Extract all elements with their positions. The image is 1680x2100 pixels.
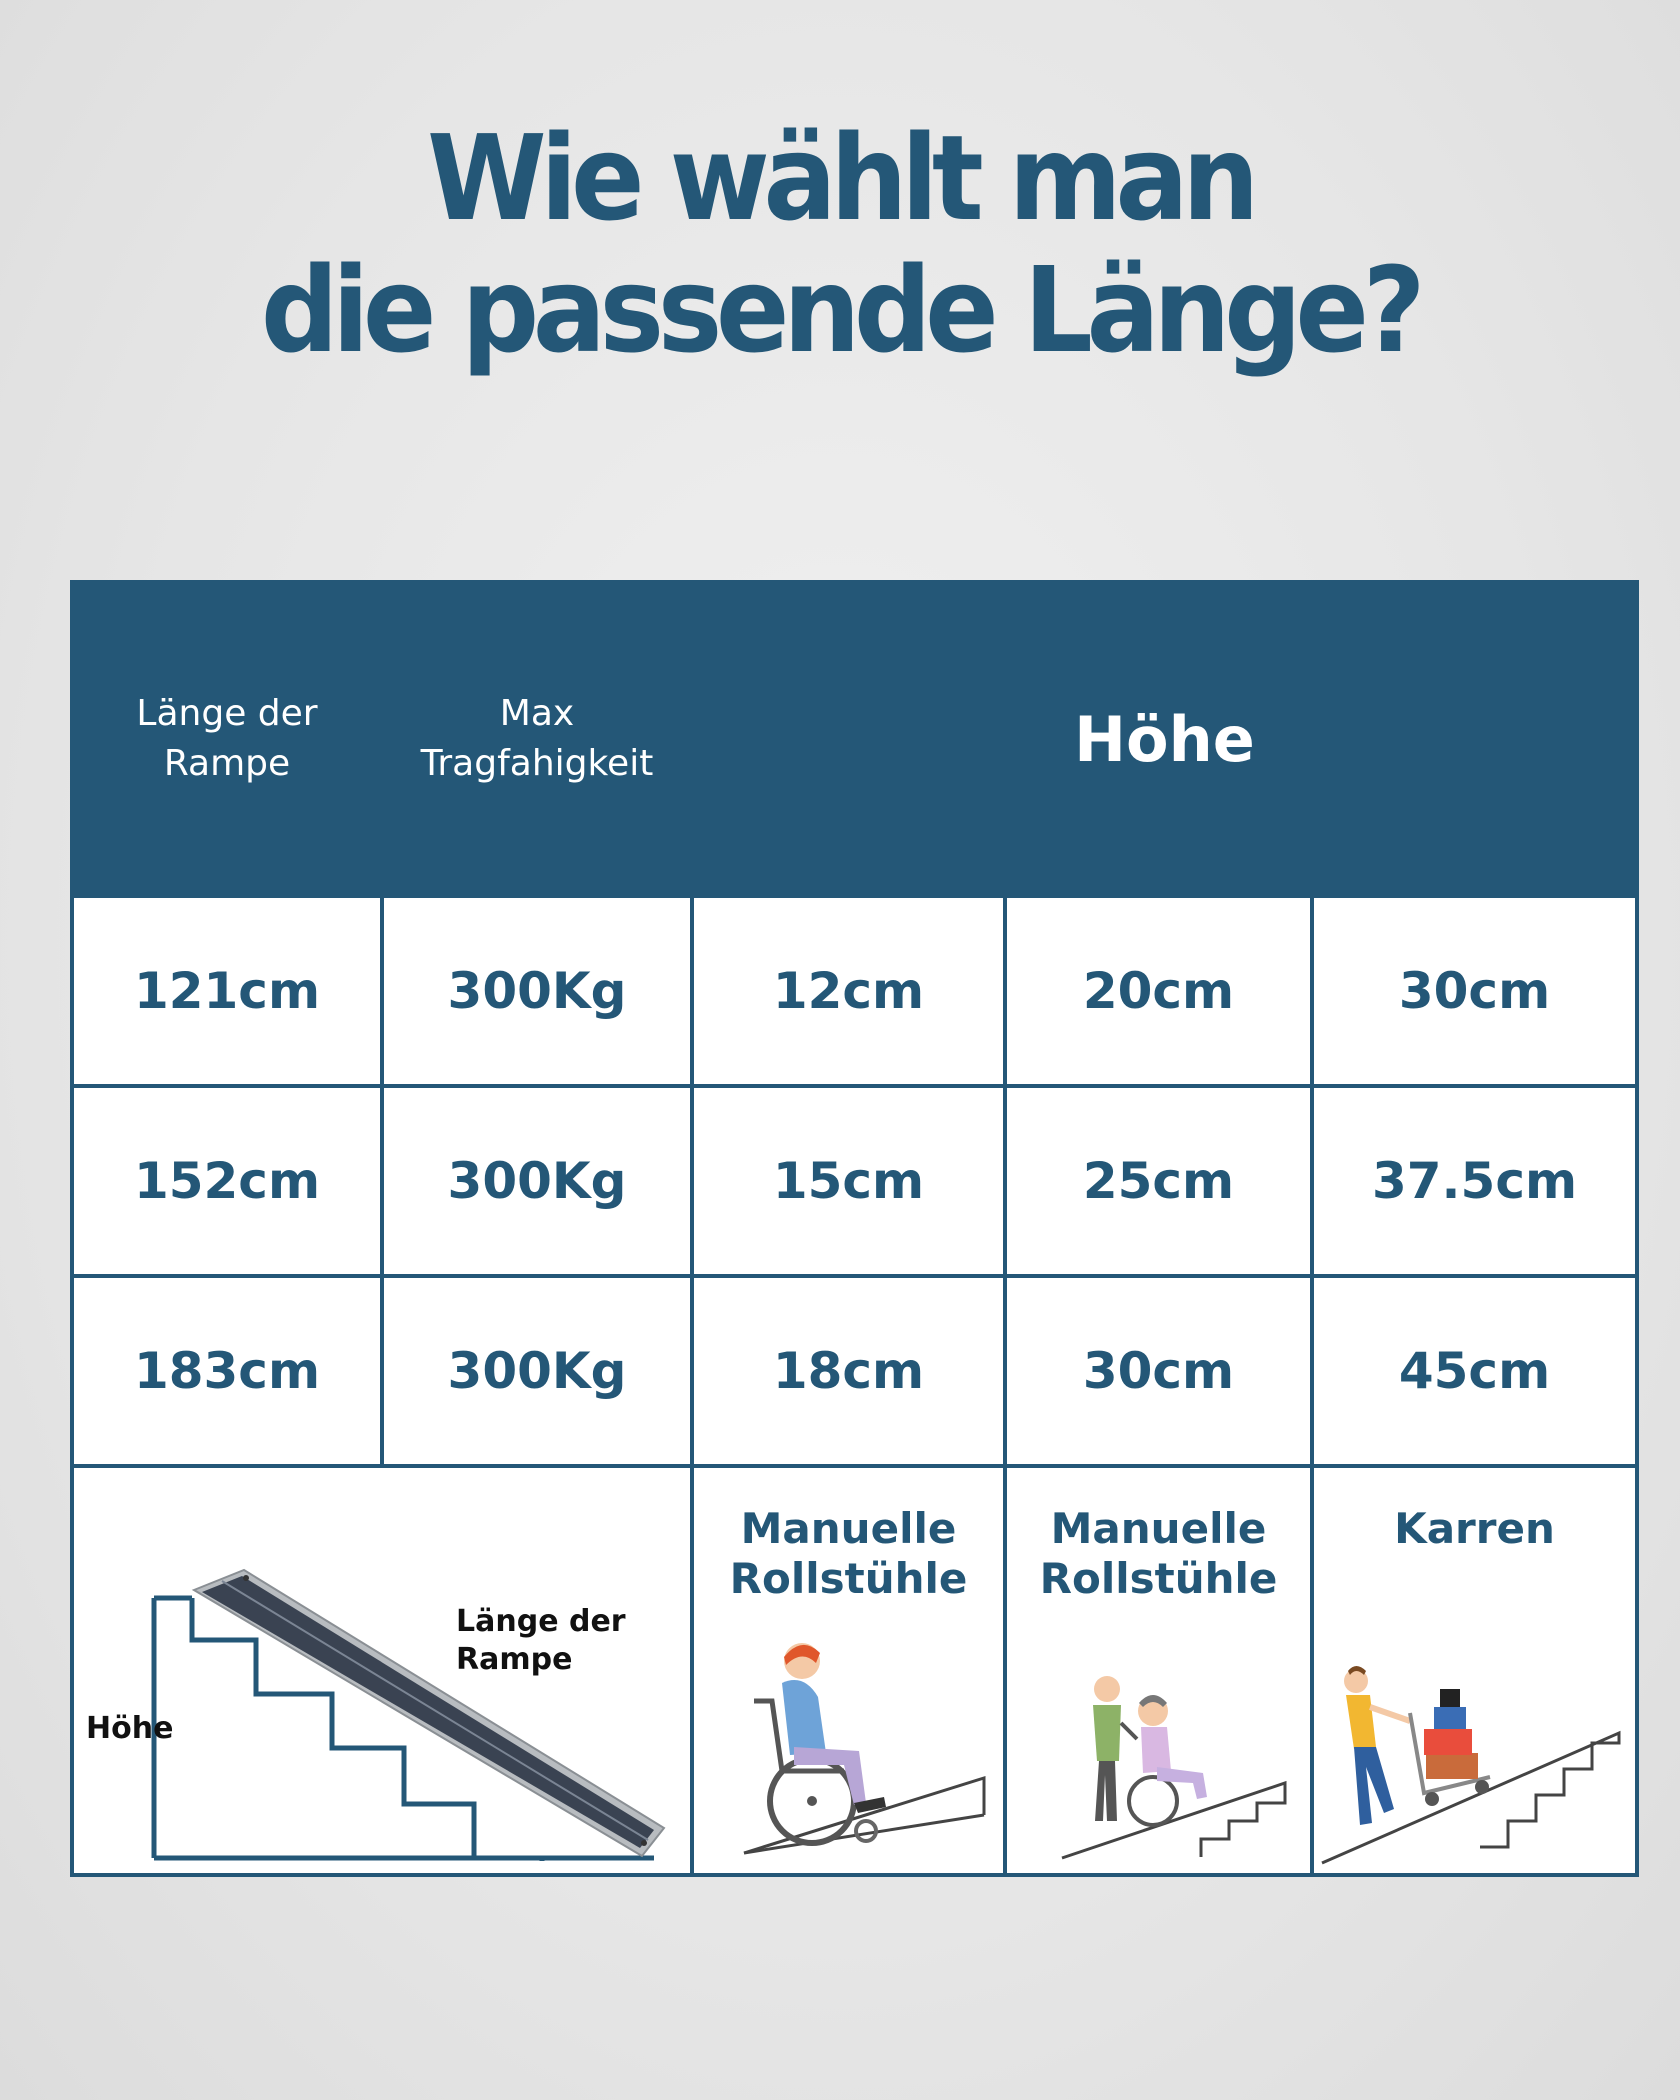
illustration-row (72, 1466, 1637, 1875)
cell-capacity: 300Kg (382, 1276, 692, 1466)
title-line-2: die passende Länge? (260, 241, 1420, 379)
cell-height-2: 30cm (1005, 1276, 1312, 1466)
header-height: Höhe (692, 582, 1637, 896)
table-row (72, 1276, 1637, 1466)
cell-height-3: 30cm (1312, 896, 1637, 1086)
header-ramp-length: Länge der Rampe (72, 582, 382, 896)
cell-height-3: 37.5cm (1312, 1086, 1637, 1276)
cell-height-2: 25cm (1005, 1086, 1312, 1276)
table-header-row (72, 582, 1637, 896)
ramp-diagram-cell (72, 1466, 692, 1875)
cell-height-1: 18cm (692, 1276, 1005, 1466)
use-case-label: Manuelle Rollstühle (1039, 1504, 1278, 1603)
table-row (72, 896, 1637, 1086)
ramp-diagram (74, 1468, 694, 1873)
use-case-cell (1005, 1466, 1312, 1875)
luggage-cart-icon (1314, 1643, 1639, 1873)
cell-length: 152cm (72, 1086, 382, 1276)
use-case-cell (1312, 1466, 1637, 1875)
diagram-length-label-line1: Länge der (456, 1604, 626, 1639)
cell-length: 121cm (72, 896, 382, 1086)
diagram-height-label: Höhe (86, 1711, 174, 1746)
cell-height-2: 20cm (1005, 896, 1312, 1086)
diagram-length-label-line2: Rampe (456, 1642, 573, 1677)
assisted-wheelchair-icon (1007, 1643, 1314, 1873)
page-title (67, 109, 1613, 379)
cell-capacity: 300Kg (382, 896, 692, 1086)
diagram-length-label (456, 1604, 636, 1677)
table-row (72, 1086, 1637, 1276)
cell-capacity: 300Kg (382, 1086, 692, 1276)
title-line-1: Wie wählt man (426, 109, 1254, 247)
use-case-cell (692, 1466, 1005, 1875)
header-max-capacity: Max Tragfahigkeit (382, 582, 692, 896)
ramp-spec-table (70, 580, 1639, 1877)
cell-length: 183cm (72, 1276, 382, 1466)
cell-height-1: 15cm (692, 1086, 1005, 1276)
wheelchair-user-icon (694, 1643, 1007, 1873)
cell-height-3: 45cm (1312, 1276, 1637, 1466)
cell-height-1: 12cm (692, 896, 1005, 1086)
use-case-label: Karren (1394, 1504, 1555, 1553)
use-case-label: Manuelle Rollstühle (729, 1504, 968, 1603)
